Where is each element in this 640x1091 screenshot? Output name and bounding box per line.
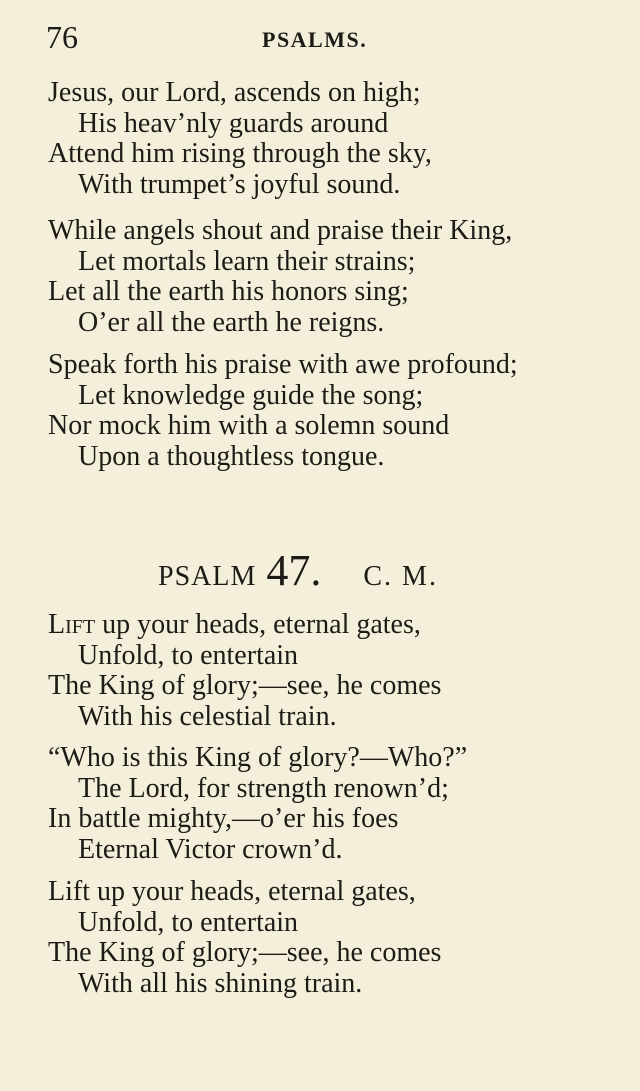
- psalm-heading-word: PSALM: [158, 561, 257, 592]
- verse-line: His heav’nly guards around: [78, 107, 389, 139]
- psalm-heading-number: 47.: [266, 546, 322, 595]
- stanza-prev-1: [48, 78, 618, 200]
- verse-line: Let knowledge guide the song;: [78, 379, 424, 411]
- stanza-prev-2: [48, 216, 618, 338]
- verse-line: With his celestial train.: [78, 700, 337, 732]
- verse-line: “Who is this King of glory?—Who?”: [48, 742, 468, 773]
- verse-line: Attend him rising through the sky,: [48, 138, 432, 169]
- verse-line: The King of glory;—see, he comes: [48, 937, 442, 968]
- verse-line: Jesus, our Lord, ascends on high;: [48, 77, 421, 108]
- psalm-heading: [158, 546, 438, 606]
- verse-line: Let all the earth his honors sing;: [48, 276, 409, 307]
- stanza-psalm47-2: [48, 743, 618, 865]
- first-word: Lift: [48, 609, 96, 640]
- verse-line: [48, 610, 618, 641]
- verse-line: While angels shout and praise their King,: [48, 215, 513, 246]
- verse-line: Nor mock him with a solemn sound: [48, 410, 450, 441]
- running-title: PSALMS.: [262, 27, 368, 52]
- verse-line: Unfold, to entertain: [78, 906, 299, 938]
- stanza-prev-3: [48, 350, 618, 472]
- verse-line-rest: up your heads, eternal gates,: [95, 609, 421, 640]
- stanza-psalm47-3: [48, 877, 618, 999]
- verse-line: With trumpet’s joyful sound.: [78, 168, 401, 200]
- verse-line: The King of glory;—see, he comes: [48, 670, 442, 701]
- page-number: 76: [46, 19, 78, 55]
- verse-line: In battle mighty,—o’er his foes: [48, 803, 399, 834]
- verse-line: Lift up your heads, eternal gates,: [48, 876, 416, 907]
- verse-line: O’er all the earth he reigns.: [78, 306, 385, 338]
- verse-line: Let mortals learn their strains;: [78, 245, 416, 277]
- verse-line: Eternal Victor crown’d.: [78, 833, 343, 865]
- verse-line: Upon a thoughtless tongue.: [78, 440, 385, 472]
- stanza-psalm47-1: [48, 610, 618, 732]
- verse-line: The Lord, for strength renown’d;: [78, 772, 449, 804]
- verse-line: Speak forth his praise with awe profound;: [48, 349, 518, 380]
- verse-line: Unfold, to entertain: [78, 639, 299, 671]
- verse-line: With all his shining train.: [78, 967, 363, 999]
- psalm-meter: C. M.: [363, 561, 438, 592]
